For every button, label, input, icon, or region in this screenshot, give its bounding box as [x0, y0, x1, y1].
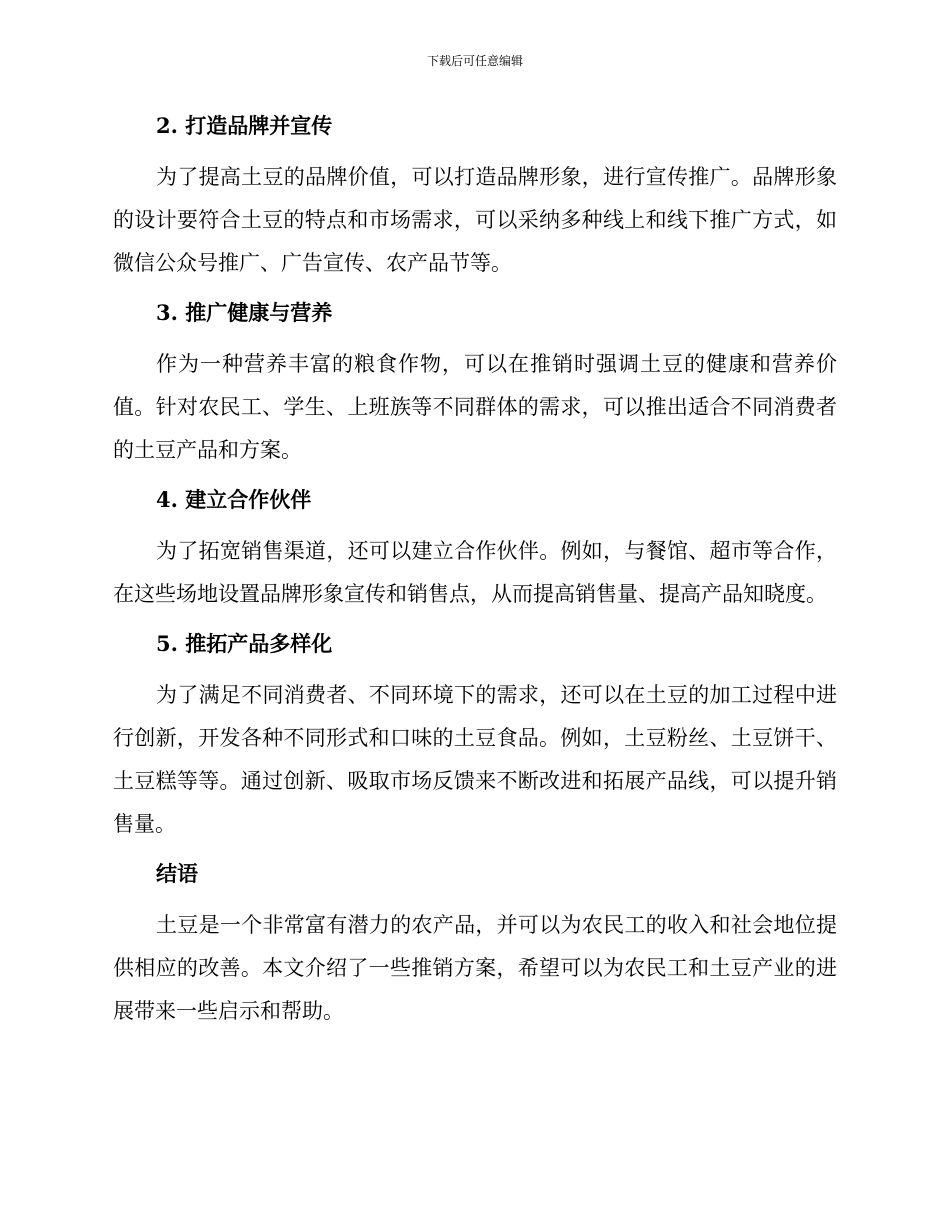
section-paragraph-health: 作为一种营养丰富的粮食作物，可以在推销时强调土豆的健康和营养价值。针对农民工、学生、上班族等不同群体的需求，可以推出适合不同消费者的土豆产品和方案。 [113, 352, 837, 462]
section-heading-conclusion: 结语 [156, 861, 198, 886]
section-heading-health: 3. 推广健康与营养 [156, 300, 333, 325]
section-heading-partners: 4. 建立合作伙伴 [156, 487, 312, 512]
section-paragraph-conclusion: 土豆是一个非常富有潜力的农产品，并可以为农民工的收入和社会地位提供相应的改善。本文介绍了一些推销方案，希望可以为农民工和土豆产业的进展带来一些启示和帮助。 [113, 913, 837, 1023]
section-heading-diversify: 5. 推拓产品多样化 [156, 631, 333, 656]
section-paragraph-diversify: 为了满足不同消费者、不同环境下的需求，还可以在土豆的加工过程中进行创新，开发各种不同形式和口味的土豆食品。例如，土豆粉丝、土豆饼干、土豆糕等等。通过创新、吸取市场反馈来不断改进和拓展产品线，可以提升销售量。 [113, 683, 837, 836]
section-paragraph-partners: 为了拓宽销售渠道，还可以建立合作伙伴。例如，与餐馆、超市等合作，在这些场地设置品牌形象宣传和销售点，从而提高销售量、提高产品知晓度。 [113, 539, 837, 606]
page-header: 下载后可任意编辑 [426, 54, 523, 68]
section-paragraph-brand: 为了提高土豆的品牌价值，可以打造品牌形象，进行宣传推广。品牌形象的设计要符合土豆的特点和市场需求，可以采纳多种线上和线下推广方式，如微信公众号推广、广告宣传、农产品节等。 [113, 165, 837, 275]
section-heading-brand: 2. 打造品牌并宣传 [156, 113, 333, 138]
document-body [113, 112, 837, 1047]
